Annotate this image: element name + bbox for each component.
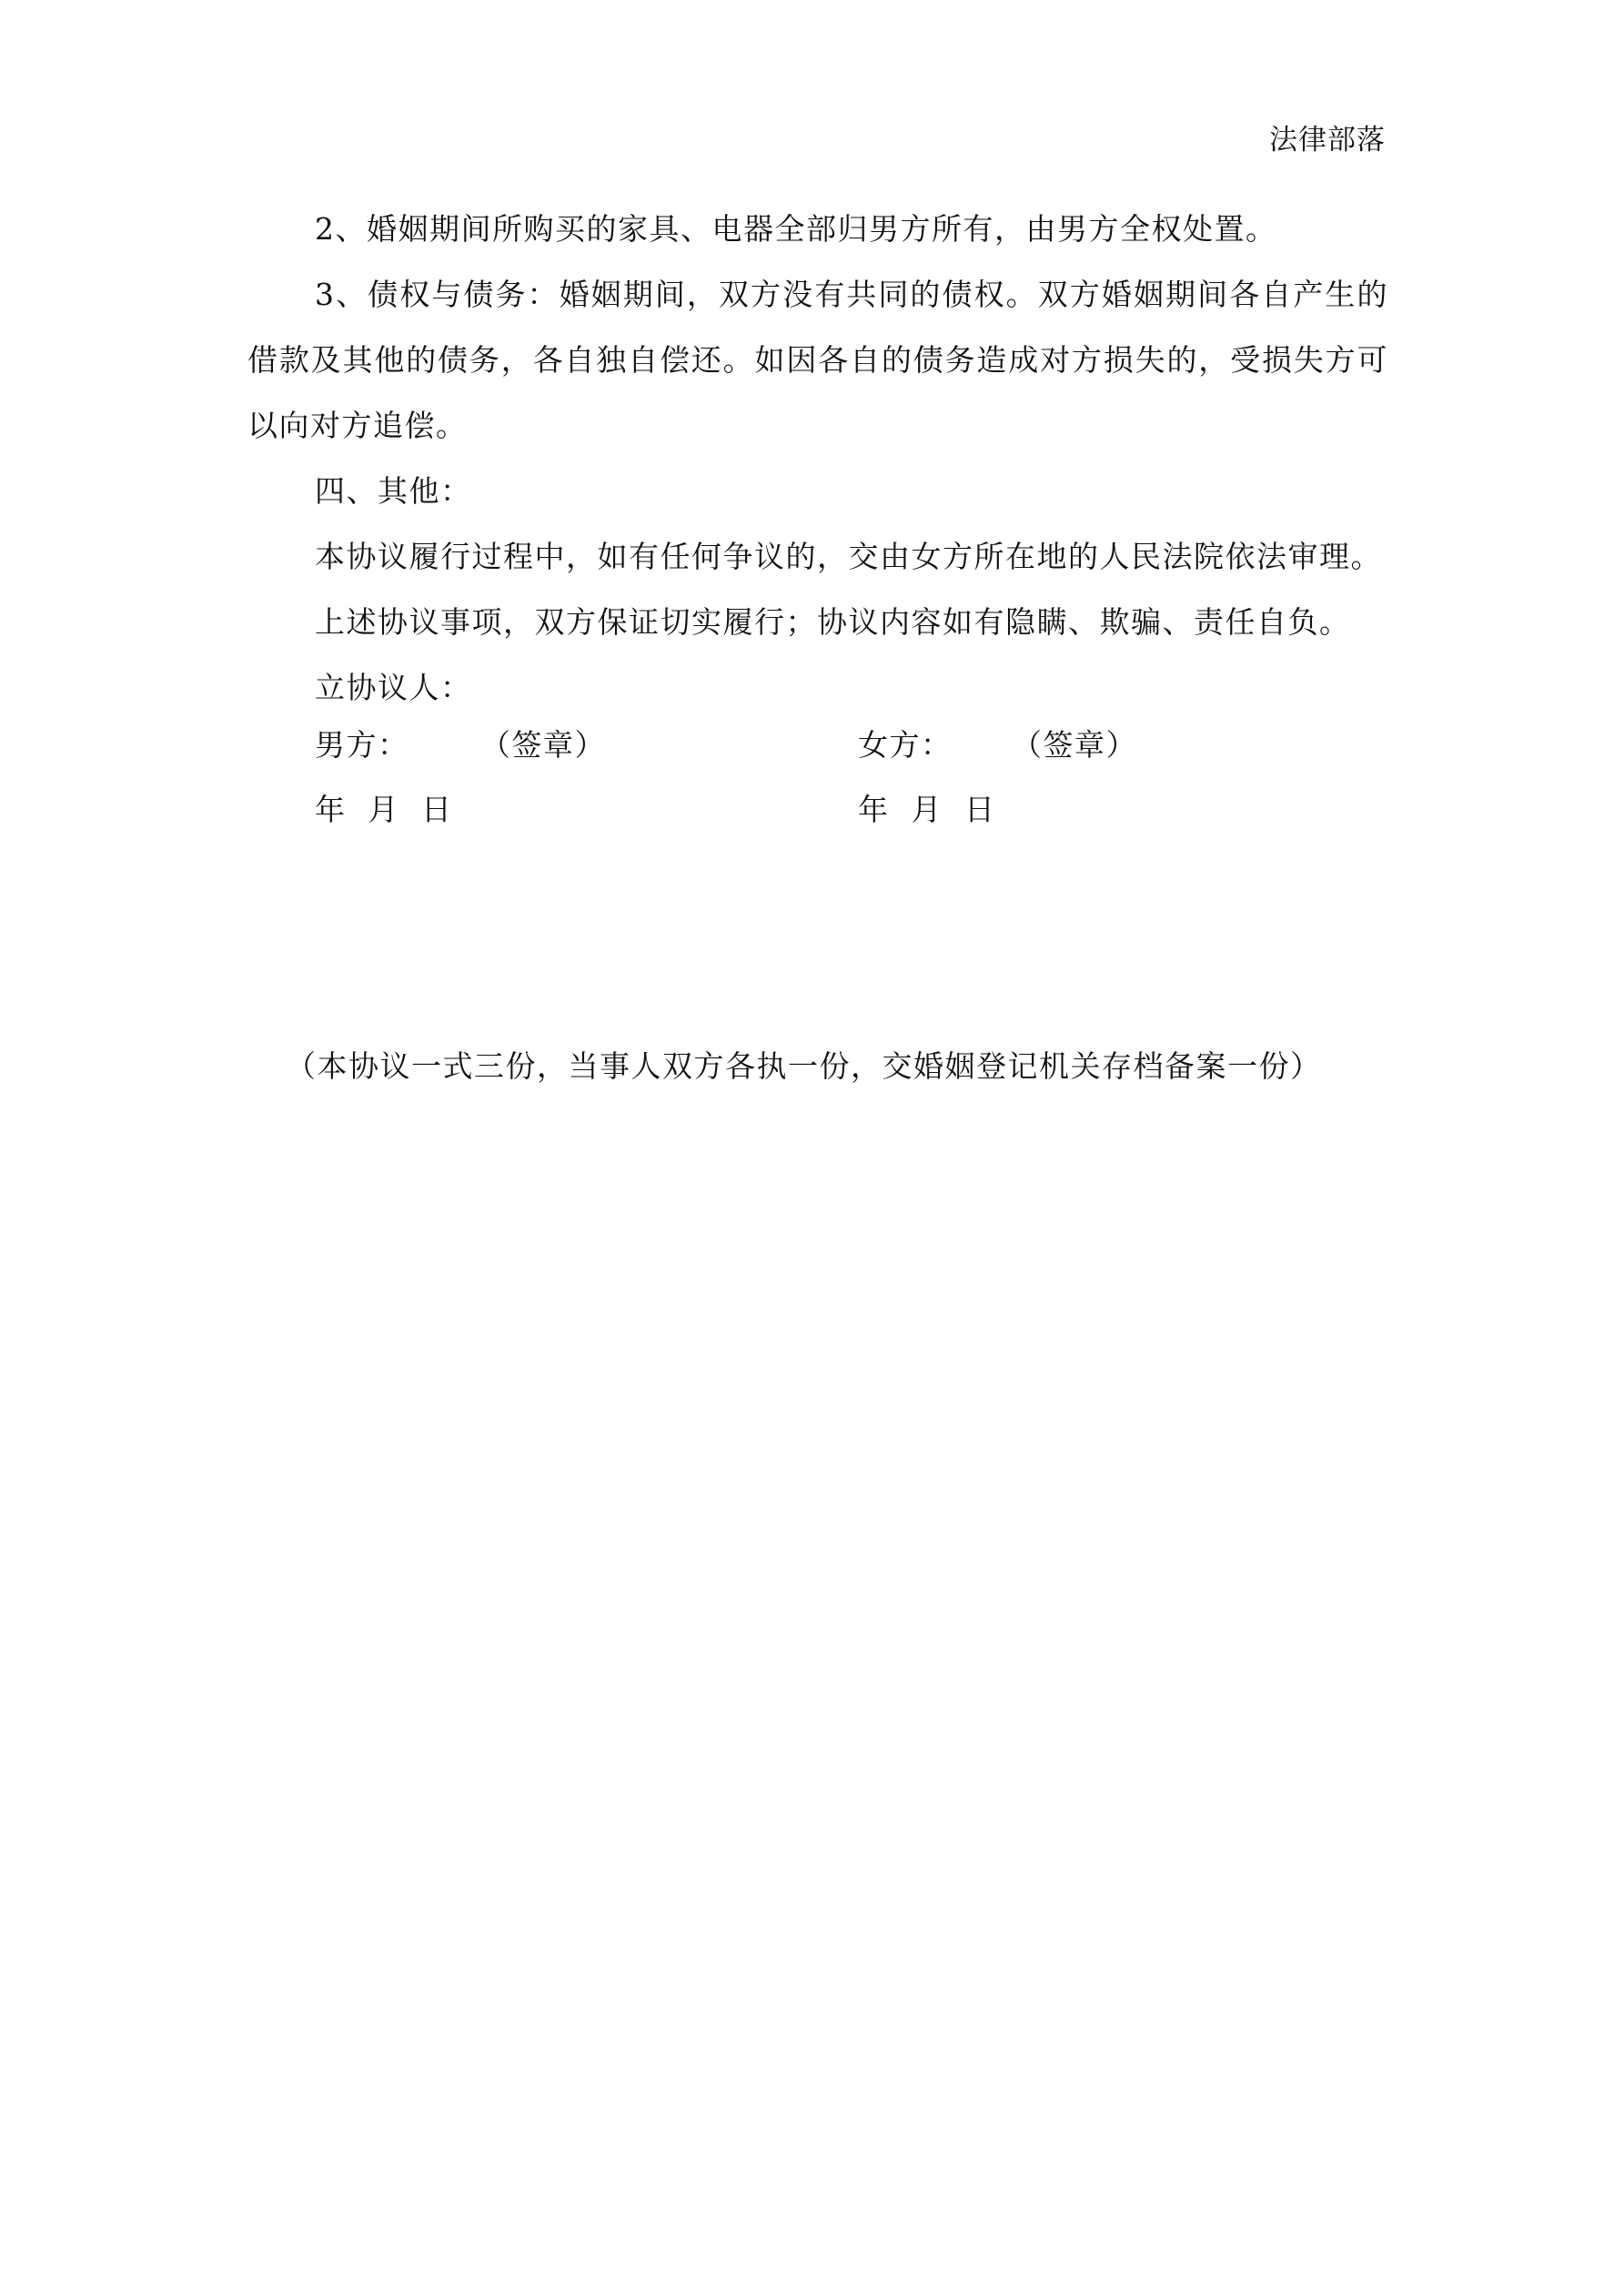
signatories-label: 立协议人： <box>315 670 472 705</box>
clause-debts: 3、债权与债务：婚姻期间，双方没有共同的债权。双方婚姻期间各自产生的借款及其他的债务，各自独自偿还。如因各自的债务造成对方损失的，受损失方可以向对方追偿。 <box>247 277 1388 443</box>
clause-dispute: 本协议履行过程中，如有任何争议的，交由女方所在地的人民法院依法审理。 <box>315 539 1382 574</box>
male-signature-label: 男方： <box>315 727 409 763</box>
header-brand: 法律部落 <box>1269 124 1386 157</box>
agreement-body <box>247 197 1388 721</box>
female-signature-date: 年 月 日 <box>858 792 996 827</box>
male-signature-date: 年 月 日 <box>315 792 453 827</box>
female-seal-placeholder: （签章） <box>1012 727 1137 763</box>
male-seal-placeholder: （签章） <box>480 727 606 763</box>
copies-footnote: （本协议一式三份，当事人双方各执一份，交婚姻登记机关存档备案一份） <box>286 1048 1322 1084</box>
section-other-heading: 四、其他： <box>315 473 472 509</box>
clause-guarantee: 上述协议事项，双方保证切实履行；协议内容如有隐瞒、欺骗、责任自负。 <box>315 604 1351 640</box>
female-signature-label: 女方： <box>858 727 953 763</box>
clause-furniture: 2、婚姻期间所购买的家具、电器全部归男方所有，由男方全权处置。 <box>315 211 1277 247</box>
